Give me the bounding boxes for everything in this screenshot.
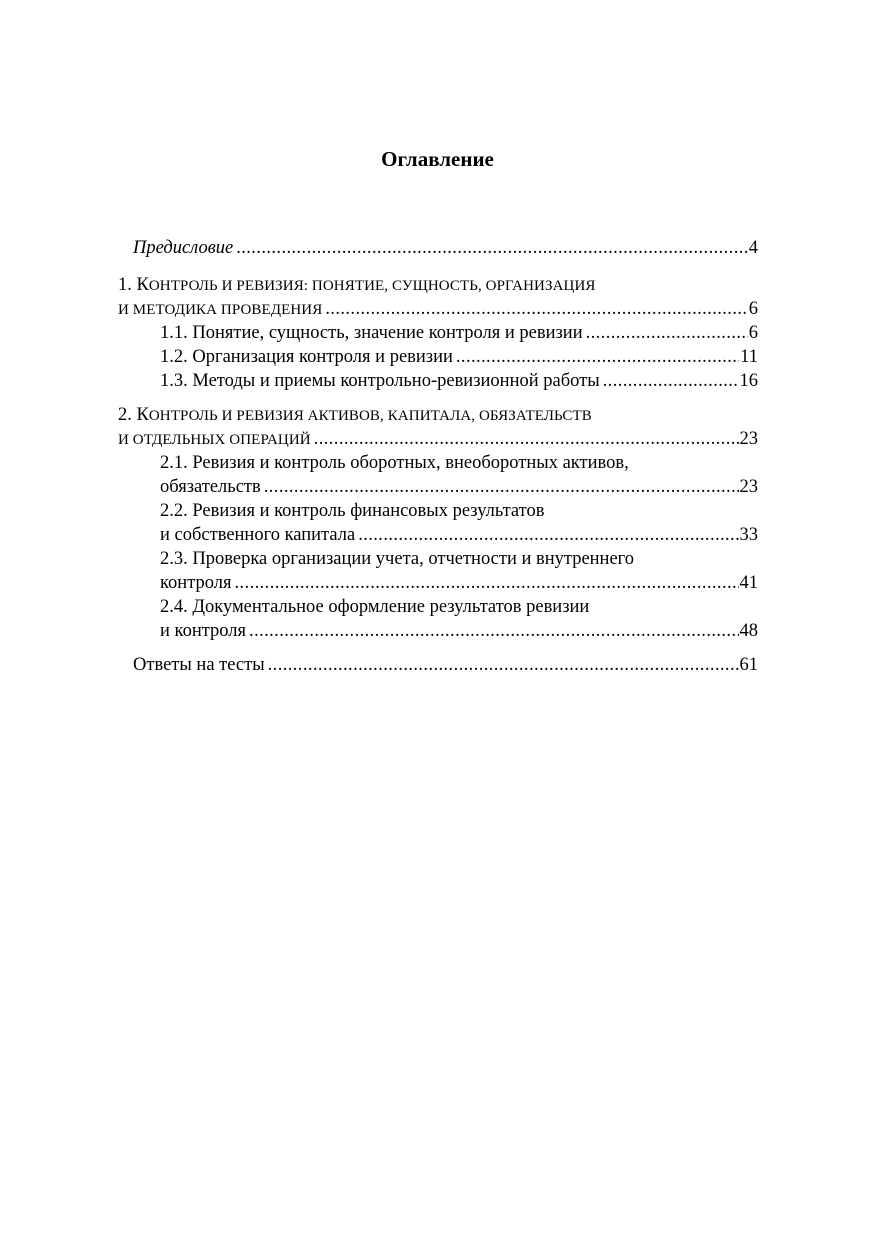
toc-entry-label: 1.2. Организация контроля и ревизии — [160, 347, 453, 367]
toc-entry-label: 1.3. Методы и приемы контрольно-ревизионной работы — [160, 371, 600, 391]
toc-entry-preface[interactable] — [118, 236, 758, 260]
dot-leader — [456, 345, 739, 369]
toc-page-number: 33 — [739, 525, 758, 545]
dot-leader — [264, 475, 739, 499]
dot-leader — [314, 427, 739, 451]
toc-entry-label-line-1: 2.1. Ревизия и контроль оборотных, внеоборотных активов, — [160, 453, 629, 473]
dot-leader — [603, 369, 739, 393]
toc-entry-section-1-2[interactable] — [118, 345, 758, 369]
toc-entry-label-line-2: обязательств — [160, 477, 261, 497]
toc-entry-label-line-1: 2.3. Проверка организации учета, отчетности и внутреннего — [160, 549, 635, 569]
toc-entry-section-2-4[interactable] — [118, 595, 758, 643]
toc-page-number: 6 — [748, 323, 758, 343]
dot-leader — [268, 653, 739, 677]
toc-entry-label-line-2: и собственного капитала — [160, 525, 356, 545]
toc-entry-section-2-2[interactable] — [118, 499, 758, 547]
toc-entry-label-line-2: контроля — [160, 573, 232, 593]
part-title-initial: К — [136, 275, 149, 295]
toc-entry-section-2-1[interactable] — [118, 451, 758, 499]
toc-entry-part-1[interactable] — [118, 273, 758, 321]
toc-page-number: 61 — [739, 655, 758, 675]
toc-page-number: 23 — [739, 477, 758, 497]
toc-entry-label: Предисловие — [133, 238, 234, 258]
dot-leader — [325, 297, 747, 321]
dot-leader — [236, 236, 748, 260]
part-title-initial: К — [136, 405, 149, 425]
toc-page-number: 6 — [748, 299, 758, 319]
toc-entry-label-line-1: 2.4. Документальное оформление результатов ревизии — [160, 597, 590, 617]
toc-page-number: 16 — [739, 371, 758, 391]
part-number: 1. — [118, 275, 132, 295]
dot-leader — [358, 523, 738, 547]
part-title-line-2: И МЕТОДИКА ПРОВЕДЕНИЯ — [118, 302, 323, 318]
part-number: 2. — [118, 405, 132, 425]
part-title-line-1: ОНТРОЛЬ И РЕВИЗИЯ АКТИВОВ, КАПИТАЛА, ОБЯЗАТЕЛЬСТВ — [148, 408, 592, 424]
toc-entry-label-line-2: и контроля — [160, 621, 247, 641]
toc-entry-section-1-1[interactable] — [118, 321, 758, 345]
toc-page-number: 23 — [739, 429, 758, 449]
toc-entry-section-2-3[interactable] — [118, 547, 758, 595]
page-title: Оглавление — [381, 147, 494, 171]
table-of-contents — [118, 236, 758, 677]
toc-page-number: 41 — [739, 573, 758, 593]
part-title-line-2: И ОТДЕЛЬНЫХ ОПЕРАЦИЙ — [118, 432, 311, 448]
toc-entry-label-line-1: 2.2. Ревизия и контроль финансовых результатов — [160, 501, 545, 521]
toc-entry-part-2[interactable] — [118, 403, 758, 451]
dot-leader — [586, 321, 748, 345]
dot-leader — [235, 571, 739, 595]
toc-entry-section-1-3[interactable] — [118, 369, 758, 393]
toc-page-number: 48 — [739, 621, 758, 641]
part-title-line-1: ОНТРОЛЬ И РЕВИЗИЯ: ПОНЯТИЕ, СУЩНОСТЬ, ОРГАНИЗАЦИЯ — [148, 278, 596, 294]
toc-entry-answers[interactable] — [118, 653, 758, 677]
toc-entry-label: 1.1. Понятие, сущность, значение контроля и ревизии — [160, 323, 583, 343]
toc-entry-label: Ответы на тесты — [133, 655, 265, 675]
dot-leader — [249, 619, 738, 643]
toc-page-number: 4 — [748, 238, 758, 258]
toc-page-number: 11 — [740, 347, 758, 367]
